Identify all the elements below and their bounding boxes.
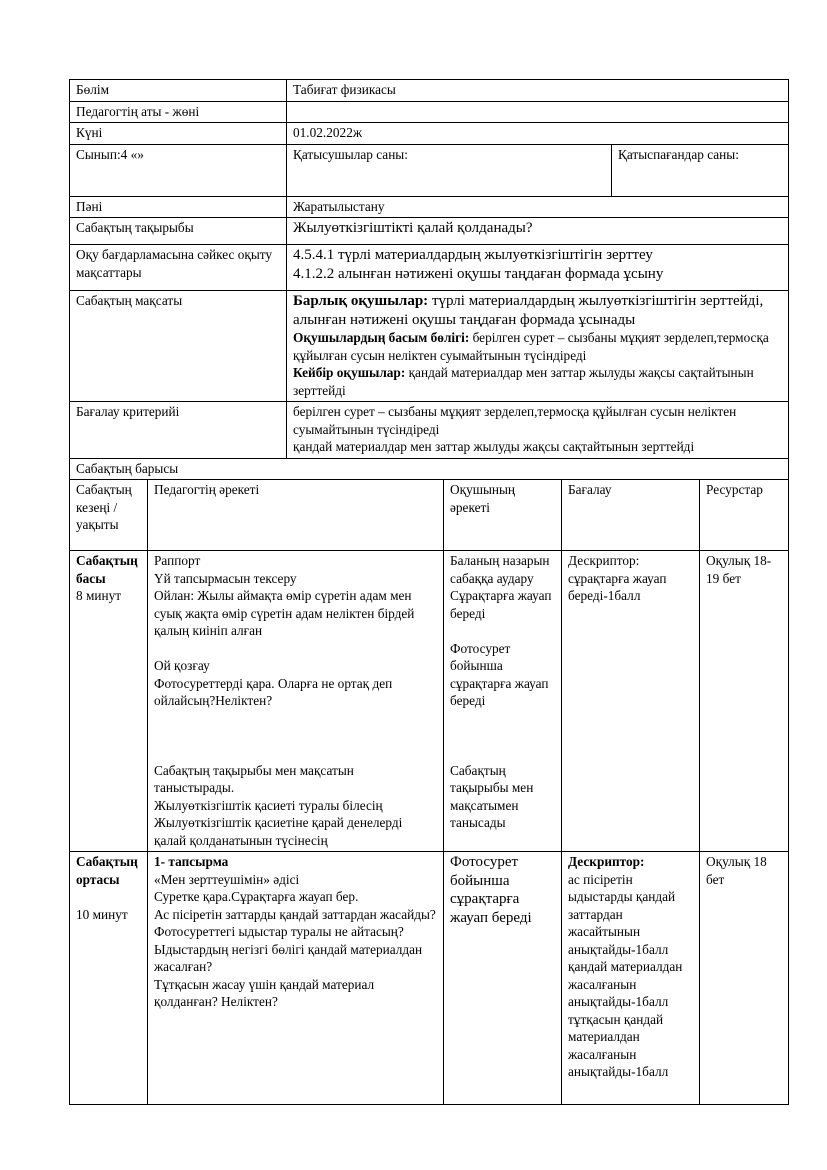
criteria-item: қандай материалдар мен заттар жылуды жақсы сақтайтынын зерттейді	[293, 439, 695, 454]
lesson-info-table	[69, 79, 789, 480]
start-student	[444, 551, 562, 852]
lesson-plan-table	[69, 479, 789, 1105]
table-row	[70, 291, 789, 402]
criteria-label: Бағалау критерийі	[70, 402, 287, 459]
table-row	[70, 101, 789, 123]
goal-most	[293, 329, 782, 364]
table-row	[70, 218, 789, 245]
header-teacher: Педагогтің әрекеті	[148, 480, 444, 551]
table-row	[70, 852, 789, 1105]
middle-teacher	[148, 852, 444, 1105]
teacher-value	[287, 101, 789, 123]
student-line: Сұрақтарға жауап береді	[450, 588, 552, 621]
table-row	[70, 196, 789, 218]
section-value: Табиғат физикасы	[287, 80, 789, 102]
middle-resources: Оқулық 18 бет	[700, 852, 789, 1105]
progress-label: Сабақтың барысы	[70, 458, 789, 480]
table-row	[70, 245, 789, 291]
header-assessment: Бағалау	[562, 480, 700, 551]
objective-item: 4.1.2.2 алынған нәтижені оқушы таңдаған формада ұсыну	[293, 265, 664, 282]
table-row	[70, 123, 789, 145]
lesson-plan	[69, 79, 788, 1105]
goal-some	[293, 364, 782, 399]
start-stage-time: 8 минут	[76, 588, 122, 603]
student-line: Фотосурет бойынша сұрақтарға жауап береді	[450, 640, 549, 708]
table-row	[70, 402, 789, 459]
table-row	[70, 144, 789, 196]
absent-label: Қатыспағандар саны:	[612, 144, 789, 196]
goal-all-bold: Барлық оқушылар:	[293, 293, 429, 309]
start-assessment: Дескриптор: сұрақтарға жауап береді-1балл	[562, 551, 700, 852]
assessment-title: Дескриптор:	[568, 854, 645, 869]
table-row	[70, 458, 789, 480]
start-teacher	[148, 551, 444, 852]
goal-most-bold: Оқушылардың басым бөлігі:	[293, 330, 470, 345]
date-value: 01.02.2022ж	[287, 123, 789, 145]
middle-student: Фотосурет бойынша сұрақтарға жауап береді	[444, 852, 562, 1105]
student-line: Баланың назарын сабаққа аудару	[450, 553, 550, 586]
teacher-line: Жылуөткізгіштік қасиетіне қарай денелерді қалай қолданатынын түсінесің	[154, 815, 403, 848]
topic-label: Сабақтың тақырыбы	[70, 218, 287, 245]
goal-label: Сабақтың мақсаты	[70, 291, 287, 402]
goal-all	[293, 292, 782, 329]
teacher-line: Ас пісіретін заттарды қандай заттардан жасайды?	[154, 906, 436, 922]
table-row	[70, 551, 789, 852]
teacher-line: Фотосуреттерді қара. Оларға не ортақ деп ойлайсың?Неліктен?	[154, 675, 393, 708]
criteria-item: берілген сурет – сызбаны мұқият зерделеп,термосқа құйылған сусын неліктен суымайтынын түсіндіреді	[293, 404, 737, 437]
subject-label: Пәні	[70, 196, 287, 218]
teacher-line: Фотосуреттегі ыдыстар туралы не айтасың?	[154, 924, 404, 939]
teacher-line: Тұтқасын жасау үшін қандай материал қолданған? Неліктен?	[154, 976, 375, 1009]
subject-value: Жаратылыстану	[287, 196, 789, 218]
teacher-line: Раппорт	[154, 553, 201, 568]
header-stage: Сабақтың кезеңі /уақыты	[70, 480, 148, 551]
middle-assessment	[562, 852, 700, 1105]
header-resources: Ресурстар	[700, 480, 789, 551]
goal-value	[287, 291, 789, 402]
assessment-line: қандай материалдан жасалғанын анықтайды-1балл	[568, 959, 683, 1009]
start-resources: Оқулық 18-19 бет	[700, 551, 789, 852]
teacher-line: Сабақтың тақырыбы мен мақсатын таныстырады.	[154, 762, 354, 795]
start-stage-title: Сабақтың басы	[76, 553, 138, 586]
teacher-label: Педагогтің аты - жөні	[70, 101, 287, 123]
objectives-value	[287, 245, 789, 291]
teacher-line: Жылуөткізгіштік қасиеті туралы білесің	[154, 797, 383, 813]
class-label: Сынып:4 «»	[70, 144, 287, 196]
teacher-line: Ой қозғау	[154, 658, 210, 673]
middle-stage-time: 10 минут	[76, 906, 128, 922]
topic-value: Жылуөткізгіштікті қалай қолданады?	[287, 218, 789, 245]
teacher-line: «Мен зерттеушімін» әдісі	[154, 871, 300, 887]
task-title: 1- тапсырма	[154, 854, 229, 869]
objectives-label: Оқу бағдарламасына сәйкес оқыту мақсаттары	[70, 245, 287, 291]
goal-most-text: берілген сурет – сызбаны мұқият зерделеп,термосқа құйылған сусын неліктен суымайтынын түсіндіреді	[293, 330, 769, 363]
header-student: Оқушының әрекеті	[444, 480, 562, 551]
assessment-line: ас пісіретін ыдыстарды қандай заттардан жасайтынын анықтайды-1балл	[568, 871, 676, 957]
goal-some-text: қандай материалдар мен заттар жылуды жақсы сақтайтынын зерттейді	[293, 365, 754, 398]
teacher-line: Ыдыстардың негізгі бөлігі қандай материалдан жасалған?	[154, 941, 423, 974]
goal-some-bold: Кейбір оқушылар:	[293, 365, 406, 380]
middle-stage	[70, 852, 148, 1105]
teacher-line: Ойлан: Жылы аймақта өмір сүретін адам мен суық жақта өмір сүретін адам неліктен бірдей қалың киініп алған	[154, 588, 415, 638]
start-stage	[70, 551, 148, 852]
section-label: Бөлім	[70, 80, 287, 102]
assessment-line: тұтқасын қандай материалдан жасалғанын анықтайды-1балл	[568, 1011, 669, 1079]
criteria-value	[287, 402, 789, 459]
goal-all-text: түрлі материалдардың жылуөткізгіштігін зерттейді, алынған нәтижені оқушы таңдаған формада ұсынады	[293, 293, 764, 328]
table-row	[70, 480, 789, 551]
table-row	[70, 80, 789, 102]
teacher-line: Суретке қара.Сұрақтарға жауап бер.	[154, 889, 359, 904]
objective-item: 4.5.4.1 түрлі материалдардың жылуөткізгіштігін зерттеу	[293, 247, 653, 263]
present-label: Қатысушылар саны:	[287, 144, 612, 196]
student-line: Сабақтың тақырыбы мен мақсатымен танысады	[450, 762, 534, 830]
teacher-line: Үй тапсырмасын тексеру	[154, 570, 297, 586]
date-label: Күні	[70, 123, 287, 145]
middle-stage-title: Сабақтың ортасы	[76, 854, 138, 887]
